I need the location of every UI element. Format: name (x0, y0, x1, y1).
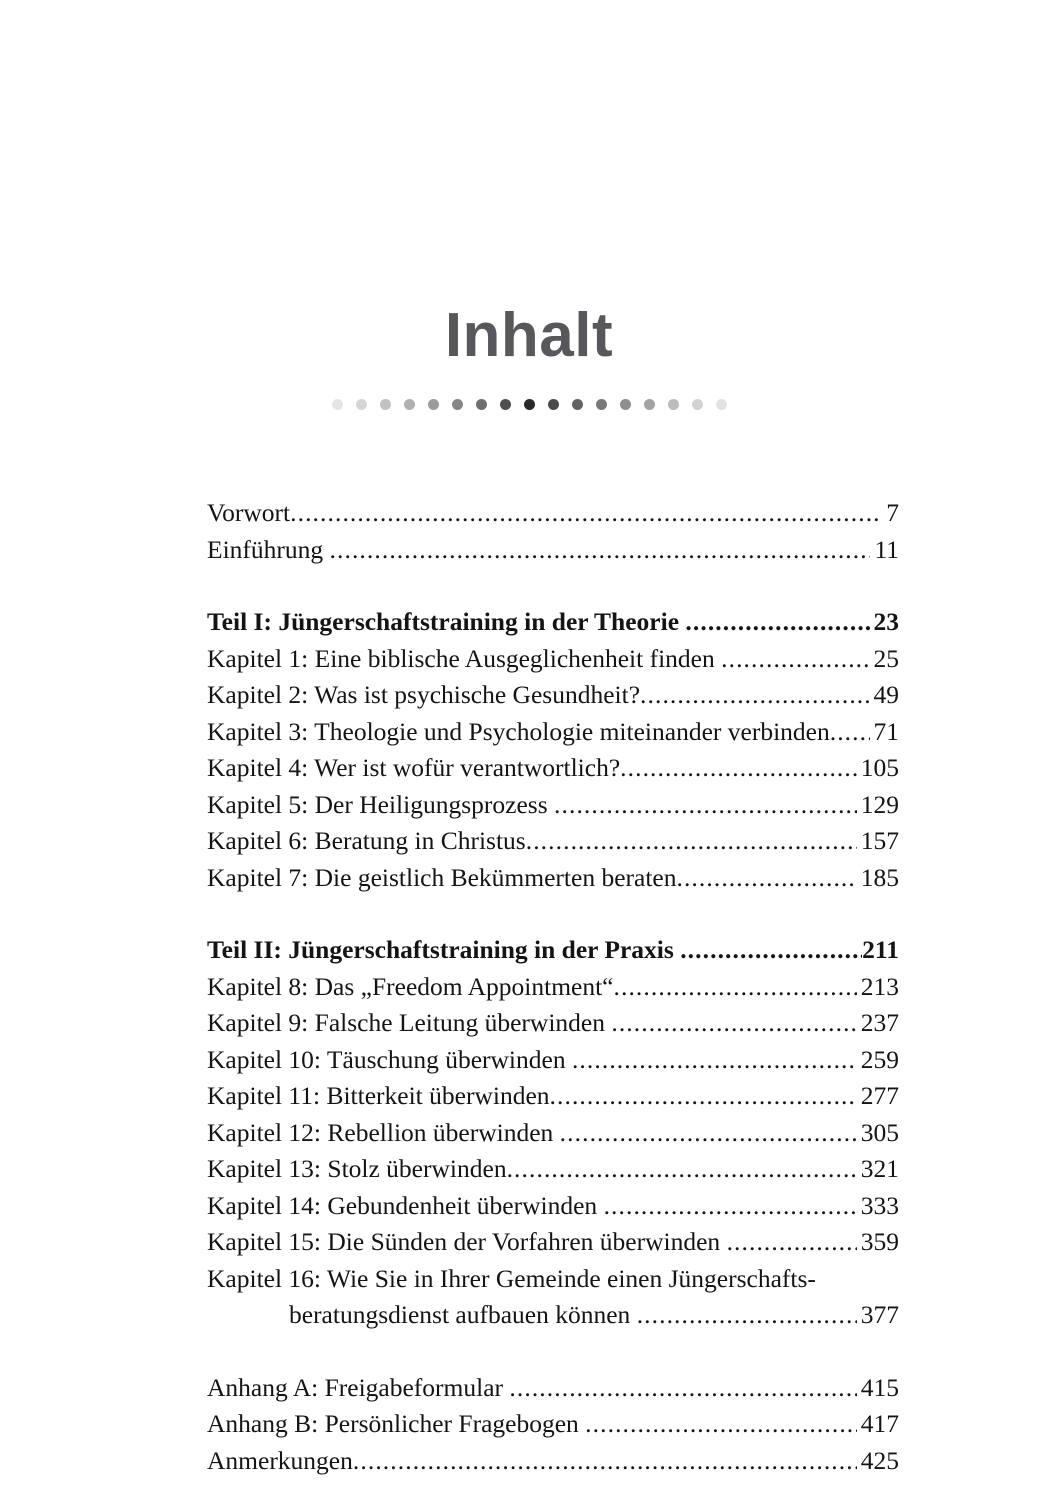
toc-entry-label: Teil I: Jüngerschaftstraining in der Theorie (207, 607, 680, 636)
toc-page-number: 129 (860, 789, 899, 819)
toc-entry[interactable] (207, 1406, 899, 1443)
toc-entry-label: beratungsdienst aufbauen können (289, 1300, 631, 1329)
toc-entry[interactable] (207, 714, 899, 751)
toc-entry[interactable] (207, 969, 899, 1006)
ornament-dot (716, 399, 727, 410)
toc-leader-dots (640, 677, 869, 714)
toc-leader-dots (560, 1115, 857, 1152)
toc-page-number: 377 (860, 1300, 899, 1329)
ornament-dot (596, 399, 607, 410)
toc-leader-dots (685, 604, 869, 641)
toc-leader-dots (585, 1406, 857, 1443)
toc-entry-label: Kapitel 10: Täuschung überwinden (207, 1044, 566, 1074)
toc-page-number: 211 (862, 935, 899, 964)
toc-page-number: 425 (860, 1445, 899, 1475)
toc-entry-label: Kapitel 3: Theologie und Psychologie miteinander verbinden (207, 716, 830, 746)
ornament-dot (380, 399, 391, 410)
toc-page-number: 259 (860, 1044, 899, 1074)
toc-entry[interactable] (207, 1370, 899, 1407)
toc-group-teil-2 (207, 932, 899, 1334)
toc-entry-continuation[interactable] (207, 1297, 899, 1334)
toc-entry[interactable] (207, 495, 899, 532)
toc-leader-dots (550, 1078, 857, 1115)
ornament-dot (548, 399, 559, 410)
dot-rule-ornament (0, 396, 1058, 412)
toc-group-front-matter (207, 495, 899, 568)
toc-page-number: 333 (860, 1190, 899, 1220)
toc-entry-label: Kapitel 12: Rebellion überwinden (207, 1117, 554, 1147)
toc-entry[interactable] (207, 1261, 899, 1298)
toc-entry-label: Vorwort (207, 498, 291, 527)
title-block (0, 300, 1058, 412)
toc-leader-dots (676, 860, 856, 897)
toc-leader-dots (637, 1297, 857, 1334)
toc-page-number: 7 (886, 498, 899, 527)
toc-entry[interactable] (207, 677, 899, 714)
toc-entry-label: Einführung (207, 534, 324, 564)
toc-page-number: 213 (860, 971, 899, 1001)
toc-leader-dots (721, 641, 869, 678)
toc-entry-label: Kapitel 8: Das „Freedom Appointment“ (207, 971, 614, 1001)
toc-page-number: 11 (874, 534, 899, 564)
toc-entry-label: Kapitel 15: Die Sünden der Vorfahren überwinden (207, 1227, 721, 1256)
ornament-dot (524, 399, 535, 410)
toc-entry-label: Kapitel 4: Wer ist wofür verantwortlich? (207, 753, 621, 782)
toc-leader-dots (572, 1042, 857, 1079)
toc-entry[interactable] (207, 604, 899, 641)
toc-entry[interactable] (207, 1151, 899, 1188)
toc-page-number: 277 (860, 1081, 899, 1110)
toc-page-number: 237 (860, 1008, 899, 1037)
toc-leader-dots (680, 932, 862, 969)
toc-entry-label: Kapitel 2: Was ist psychische Gesundheit? (207, 680, 641, 709)
page-title: Inhalt (444, 301, 614, 370)
toc-entry[interactable] (207, 641, 899, 678)
toc-entry-label: Kapitel 6: Beratung in Christus (207, 826, 526, 855)
toc-leader-dots (611, 1005, 856, 1042)
ornament-dot (428, 399, 439, 410)
toc-page-number: 105 (860, 753, 899, 782)
toc-leader-dots (526, 823, 857, 860)
toc-page-number: 185 (860, 862, 899, 892)
toc-entry-label: Anmerkungen (207, 1445, 353, 1475)
toc-entry-label: Kapitel 7: Die geistlich Bekümmerten beraten (207, 862, 677, 892)
toc-entry-label: Kapitel 14: Gebundenheit überwinden (207, 1190, 598, 1220)
toc-entry[interactable] (207, 1005, 899, 1042)
ornament-dot (476, 399, 487, 410)
toc-leader-dots (830, 714, 870, 751)
toc-entry[interactable] (207, 823, 899, 860)
table-of-contents (207, 495, 899, 1479)
ornament-dot (452, 399, 463, 410)
toc-entry-label: Kapitel 13: Stolz überwinden (207, 1154, 507, 1183)
toc-leader-dots (507, 1151, 857, 1188)
toc-page-number: 417 (860, 1409, 899, 1438)
toc-page-number: 305 (860, 1117, 899, 1147)
ornament-dot (500, 399, 511, 410)
toc-entry[interactable] (207, 1078, 899, 1115)
toc-entry[interactable] (207, 750, 899, 787)
toc-leader-dots (620, 750, 857, 787)
toc-leader-dots (727, 1224, 857, 1261)
toc-group-teil-1 (207, 604, 899, 896)
toc-page-number: 359 (860, 1227, 899, 1256)
ornament-dot (356, 399, 367, 410)
toc-leader-dots (353, 1443, 857, 1480)
ornament-dot (332, 399, 343, 410)
toc-entry-label: Teil II: Jüngerschaftstraining in der Praxis (207, 935, 674, 964)
ornament-dot (692, 399, 703, 410)
toc-leader-dots (604, 1188, 857, 1225)
toc-entry-label: Kapitel 1: Eine biblische Ausgeglichenheit finden (207, 643, 715, 673)
toc-page-number: 23 (873, 607, 899, 636)
toc-entry-label: Anhang B: Persönlicher Fragebogen (207, 1409, 579, 1438)
toc-leader-dots (330, 532, 871, 569)
toc-page-number: 415 (860, 1372, 899, 1402)
toc-entry-label: Anhang A: Freigabeformular (207, 1372, 504, 1402)
toc-entry[interactable] (207, 932, 899, 969)
toc-entry-label: Kapitel 16: Wie Sie in Ihrer Gemeinde einen Jüngerschafts- (207, 1263, 816, 1293)
ornament-dot (404, 399, 415, 410)
toc-leader-dots (554, 787, 857, 824)
toc-entry[interactable] (207, 1188, 899, 1225)
toc-page-number: 321 (860, 1154, 899, 1183)
ornament-dot (620, 399, 631, 410)
ornament-dot (644, 399, 655, 410)
toc-entry-label: Kapitel 5: Der Heiligungsprozess (207, 789, 548, 819)
toc-entry[interactable] (207, 1042, 899, 1079)
toc-page-number: 25 (873, 643, 899, 673)
toc-entry[interactable] (207, 532, 899, 569)
ornament-dot (668, 399, 679, 410)
toc-page-number: 157 (860, 826, 899, 855)
toc-entry[interactable] (207, 787, 899, 824)
ornament-dot (572, 399, 583, 410)
toc-entry-label: Kapitel 9: Falsche Leitung überwinden (207, 1008, 605, 1037)
toc-entry[interactable] (207, 860, 899, 897)
toc-page-number: 71 (873, 716, 899, 746)
toc-group-back-matter (207, 1370, 899, 1480)
toc-leader-dots (290, 495, 882, 532)
toc-leader-dots (614, 969, 857, 1006)
toc-entry[interactable] (207, 1224, 899, 1261)
toc-entry[interactable] (207, 1115, 899, 1152)
toc-entry-label: Kapitel 11: Bitterkeit überwinden (207, 1081, 550, 1110)
toc-entry[interactable] (207, 1443, 899, 1480)
toc-page-number: 49 (873, 680, 899, 709)
toc-leader-dots (509, 1370, 856, 1407)
